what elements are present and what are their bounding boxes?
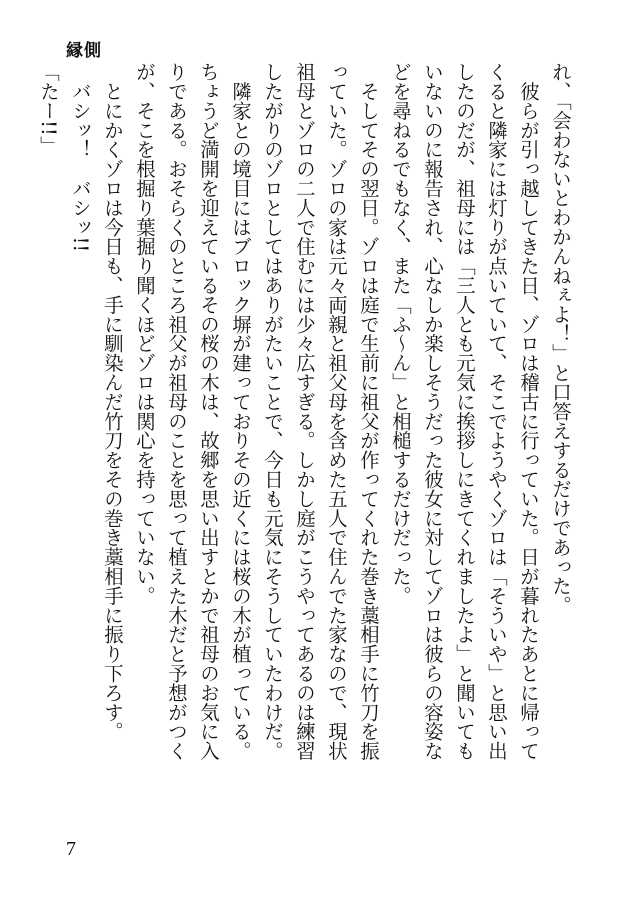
page-number: 7 [66, 838, 76, 860]
body-text [37, 62, 576, 762]
paragraph: 隣家との境目にはブロック塀が建っておりその近くには桜の木が植っている。ちょうど満開を迎えているその桜の木は、故郷を思い出すとかで祖母のお気に入りである。おそらくのところ祖父が祖母のことを思って植えた木だと予想がつくが、そこを根掘り葉掘り聞くほどゾロは関心を持っていない。 [133, 62, 252, 761]
chapter-title: 縁側 [66, 41, 102, 61]
paragraph: そしてその翌日。ゾロは庭で生前に祖父が作ってくれた巻き藁相手に竹刀を振っていた。ゾロの家は元々両親と祖父母を含めた五人で住んでた家なので、現状祖母とゾロの二人で住むには少々広すぎる。しかし庭がこうやってあるのは練習したがりのゾロとしてはありがたいことで、今日も元気にそうしていたわけだ。 [261, 62, 380, 761]
paragraph: 「たー!!」 [37, 62, 60, 156]
paragraph: れ、「会わないとわかんねぇよ！」と口答えするだけであった。 [549, 62, 572, 615]
paragraph: 彼らが引っ越してきた日、ゾロは稽古に行っていた。日が暮れたあとに帰ってくると隣家には灯りが点いていて、そこでようやくゾロは「そういや」と思い出したのだが、祖母には「三人とも元気に挨拶しにきてくれましたよ」と聞いてもいないのに報告され、心なしか楽しそうだった彼女に対してゾロは彼らの容姿などを尋ねるでもなく、また「ふ〜ん」と相槌するだけだった。 [389, 62, 540, 761]
paragraph: バシッ！ バシッ!! [69, 62, 92, 253]
paragraph: とにかくゾロは今日も、手に馴染んだ竹刀をその巻き藁相手に振り下ろす。 [101, 62, 124, 741]
